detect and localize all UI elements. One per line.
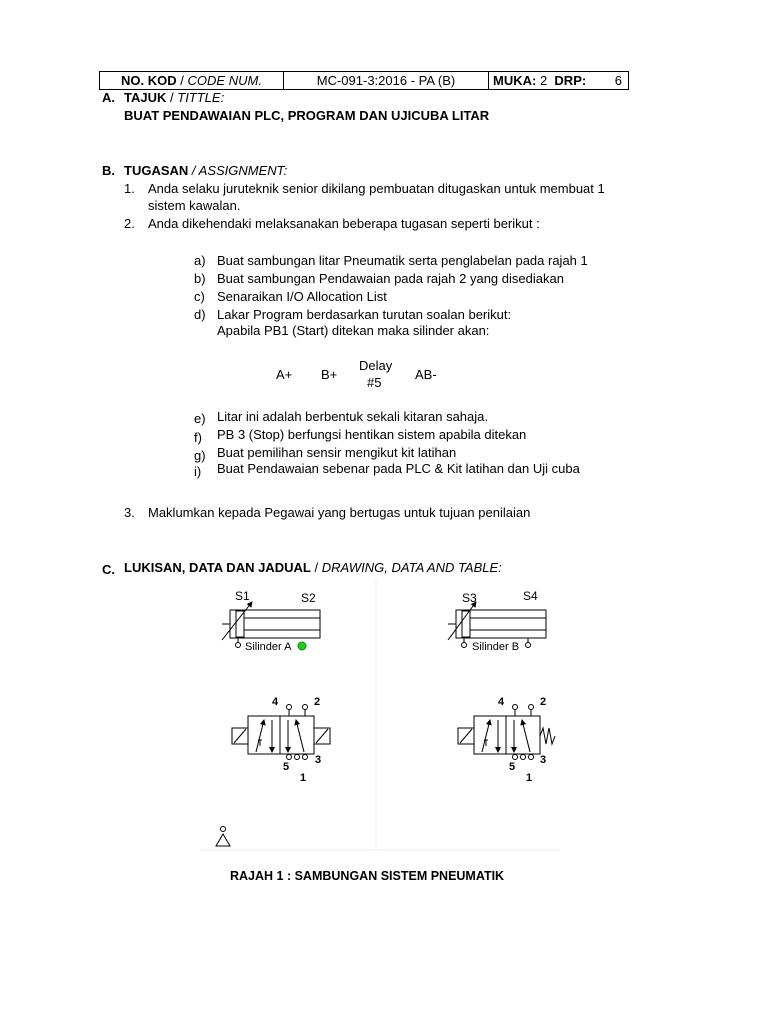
valve-b-port-1: 1 xyxy=(526,772,533,784)
item-3-num: 3. xyxy=(124,505,135,520)
code-sep: / xyxy=(180,73,184,88)
cylinder-a-piston xyxy=(236,611,244,637)
code-value: MC-091-3:2016 - PA (B) xyxy=(284,72,489,90)
cylinder-a-port-left xyxy=(236,643,241,648)
subitem-e-letter: e) xyxy=(194,411,206,426)
subitem-b-text: Buat sambungan Pendawaian pada rajah 2 yang disediakan xyxy=(217,271,564,286)
section-a-letter: A. xyxy=(102,90,115,105)
section-c-letter: C. xyxy=(102,562,115,577)
item-3-text: Maklumkan kepada Pegawai yang bertugas untuk tujuan penilaian xyxy=(148,505,531,520)
subitem-i-letter: i) xyxy=(194,464,202,479)
valve-a-box-right xyxy=(280,716,314,754)
section-a-heading-en: TITTLE: xyxy=(177,90,225,105)
section-c-heading-en: DRAWING, DATA AND TABLE: xyxy=(321,560,502,575)
sequence-step-2: B+ xyxy=(321,367,338,382)
valve-a-port-2: 2 xyxy=(314,696,321,708)
item-1-text-cont: sistem kawalan. xyxy=(148,198,241,213)
page-cell xyxy=(489,72,629,90)
sequence-step-3: AB- xyxy=(415,367,437,382)
section-c-heading-line xyxy=(124,560,502,575)
code-label-en: CODE NUM. xyxy=(187,73,262,88)
subitem-g-text: Buat pemilihan sensir mengikut kit latihan xyxy=(217,445,457,460)
section-a-heading-line xyxy=(124,90,224,105)
sensor-s1-label: S1 xyxy=(235,589,250,603)
sequence-step-1: A+ xyxy=(276,367,293,382)
cylinder-b-port-left xyxy=(462,643,467,648)
sensor-s3-label: S3 xyxy=(462,591,477,605)
valve-b-box-right xyxy=(506,716,540,754)
cylinder-b-label: Silinder B xyxy=(472,641,520,653)
valve-a-port-4: 4 xyxy=(272,696,279,708)
subitem-d-text-cont: Apabila PB1 (Start) ditekan maka silinder akan: xyxy=(217,323,490,338)
item-1-num: 1. xyxy=(124,181,135,196)
valve-b-port-3: 3 xyxy=(540,754,547,766)
subitem-e-text: Litar ini adalah berbentuk sekali kitaran sahaja. xyxy=(217,409,489,424)
section-a-sep: / xyxy=(170,90,174,105)
valve-b-port-2: 2 xyxy=(540,696,547,708)
valve-b-spring-icon xyxy=(540,728,555,744)
valve-a-port-5: 5 xyxy=(283,761,290,773)
figure-caption: RAJAH 1 : SAMBUNGAN SISTEM PNEUMATIK xyxy=(230,869,505,883)
valve-a-port-3: 3 xyxy=(315,754,322,766)
page-label: MUKA: xyxy=(493,73,537,88)
header-table xyxy=(99,71,629,90)
sequence-delay-label: Delay xyxy=(359,358,393,373)
subitem-i-text: Buat Pendawaian sebenar pada PLC & Kit latihan dan Uji cuba xyxy=(217,461,580,476)
subitem-d-text: Lakar Program berdasarkan turutan soalan berikut: xyxy=(217,307,512,322)
page-num: 2 xyxy=(539,73,548,88)
subitem-c-letter: c) xyxy=(194,289,205,304)
item-2-num: 2. xyxy=(124,216,135,231)
valve-b-port-4: 4 xyxy=(498,696,505,708)
section-b-heading-line xyxy=(124,163,287,178)
cylinder-b-port-right xyxy=(526,643,531,648)
subitem-f-letter: f) xyxy=(194,430,202,445)
code-label-cell xyxy=(100,72,284,90)
sensor-s4-label: S4 xyxy=(523,589,538,603)
sensor-s2-label: S2 xyxy=(301,591,316,605)
subitem-c-text: Senaraikan I/O Allocation List xyxy=(217,289,387,304)
section-b-letter: B. xyxy=(102,163,115,178)
section-c-heading: LUKISAN, DATA DAN JADUAL xyxy=(124,560,311,575)
valve-b-port-5: 5 xyxy=(509,761,516,773)
section-c-sep: / xyxy=(314,560,319,575)
cylinder-b xyxy=(448,589,546,653)
subitem-g-letter: g) xyxy=(194,448,206,463)
subitem-d-letter: d) xyxy=(194,307,206,322)
cylinder-a xyxy=(222,589,320,653)
item-1-text: Anda selaku juruteknik senior dikilang pembuatan ditugaskan untuk membuat 1 xyxy=(148,181,605,196)
subitem-b-letter: b) xyxy=(194,271,206,286)
of-label: DRP: xyxy=(554,73,587,88)
subitem-a-text: Buat sambungan litar Pneumatik serta penglabelan pada rajah 1 xyxy=(217,253,588,268)
code-label: NO. KOD xyxy=(121,73,177,88)
section-a-heading: TAJUK xyxy=(124,90,167,105)
subitem-a-letter: a) xyxy=(194,253,206,268)
pneumatic-diagram xyxy=(0,580,768,860)
section-b-heading: TUGASAN xyxy=(124,163,189,178)
sequence-delay-value: #5 xyxy=(367,375,382,390)
subitem-f-text: PB 3 (Stop) berfungsi hentikan sistem apabila ditekan xyxy=(217,427,527,442)
section-b-heading-en: / ASSIGNMENT: xyxy=(191,163,288,178)
cylinder-a-label: Silinder A xyxy=(245,641,292,653)
total-pages: 6 xyxy=(614,73,622,88)
item-2-text: Anda dikehendaki melaksanakan beberapa tugasan seperti berikut : xyxy=(148,216,540,231)
valve-a xyxy=(232,696,330,784)
cylinder-a-port-indicator-icon xyxy=(298,642,306,650)
air-supply-icon xyxy=(216,827,230,847)
valve-a-port-1: 1 xyxy=(300,772,307,784)
document-title: BUAT PENDAWAIAN PLC, PROGRAM DAN UJICUBA LITAR xyxy=(124,108,490,123)
valve-b xyxy=(458,696,555,784)
